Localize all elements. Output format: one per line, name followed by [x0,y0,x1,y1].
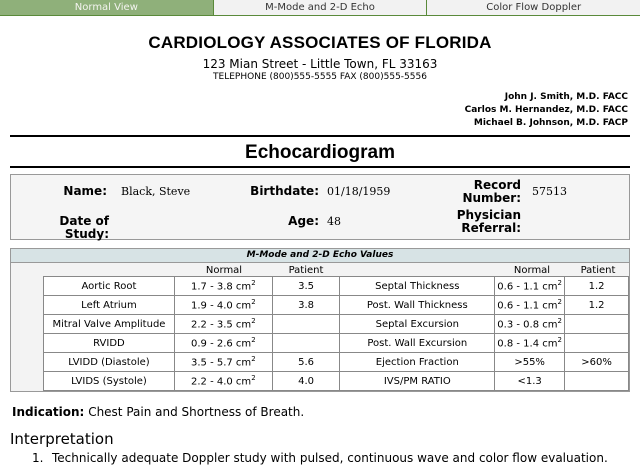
table-cell-r-name [340,372,495,391]
interpretation-heading: Interpretation [10,430,114,448]
physician-label-line: Referral: [461,221,521,235]
cell-text: Left Atrium [81,299,137,311]
table-cell-r-patient [565,315,629,334]
table-cell-l-normal [174,372,272,391]
cell-text: <1.3 [517,375,542,387]
cell-text: 1.2 [588,299,605,311]
patient-record-number: 57513 [532,185,567,198]
record-label-line: Number: [462,191,521,205]
table-cell-l-normal [174,315,272,334]
interpretation-item: Technically adequate Doppler study with pulsed, continuous wave and color flow evaluation. [52,451,608,465]
col-normal-header: Normal [205,265,243,276]
col-patient-header: Patient [288,265,324,276]
table-row [44,277,629,296]
table-cell-l-normal [174,277,272,296]
table-row [44,372,629,391]
table-cell-r-patient [565,372,629,391]
unit-exponent: 2 [557,336,562,345]
echo-values-table [43,276,629,391]
physician-label-line: Physician [456,208,521,222]
unit-exponent: 2 [557,279,562,288]
cell-text: Septal Thickness [375,280,460,292]
col-normal-header: Normal [513,265,551,276]
cell-text: 3.5 [298,280,315,292]
table-cell-l-name [44,296,175,315]
table-row [44,334,629,353]
table-cell-r-patient [565,277,629,296]
table-cell-l-name [44,334,175,353]
cell-text: 2.2 - 3.5 cm [190,319,252,331]
table-cell-r-patient [565,334,629,353]
table-cell-r-normal [495,334,565,353]
cell-text: RVIDD [93,337,125,349]
echo-values-title: M-Mode and 2-D Echo Values [11,249,629,263]
date-of-study-label: Date of Study: [59,214,109,241]
view-tabs [0,0,640,16]
table-cell-l-normal [174,353,272,372]
record-number-label [451,179,521,205]
echo-rows [44,277,629,391]
unit-exponent: 2 [557,317,562,326]
table-cell-l-patient [272,277,340,296]
birthdate-label: Birthdate: [250,184,319,198]
tab-color-flow-doppler[interactable]: Color Flow Doppler [427,0,640,15]
table-cell-r-name [340,353,495,372]
cell-text: 2.2 - 4.0 cm [190,376,252,388]
indication-label: Indication: [12,405,85,419]
cell-text: Septal Excursion [375,318,459,330]
table-cell-l-patient [272,315,340,334]
unit-exponent: 2 [251,317,256,326]
tab-normal-view[interactable]: Normal View [0,0,214,15]
table-cell-r-name [340,277,495,296]
table-cell-r-patient [565,296,629,315]
cell-text: Mitral Valve Amplitude [52,318,166,330]
table-cell-l-normal [174,296,272,315]
cell-text: LVIDD (Diastole) [68,356,150,368]
table-cell-r-normal [495,277,565,296]
table-cell-l-normal [174,334,272,353]
practice-name: CARDIOLOGY ASSOCIATES OF FLORIDA [148,33,492,52]
interpretation-item-number: 1. [32,451,44,465]
cell-text: 0.6 - 1.1 cm [497,300,558,312]
unit-exponent: 2 [251,279,256,288]
table-cell-r-normal [495,296,565,315]
cell-text: Ejection Fraction [375,356,459,368]
cell-text: >60% [581,356,612,368]
unit-exponent: 2 [557,298,562,307]
cell-text: 1.2 [588,280,605,292]
cell-text: >55% [514,356,545,368]
divider [10,166,630,168]
table-cell-r-normal [495,315,565,334]
physician-referral-label [441,209,521,235]
table-cell-r-name [340,315,495,334]
table-cell-l-patient [272,334,340,353]
cell-text: Post. Wall Excursion [367,337,468,349]
unit-exponent: 2 [251,298,256,307]
table-cell-l-name [44,372,175,391]
doctor-list [465,91,628,130]
col-patient-header: Patient [580,265,616,276]
indication [12,405,304,419]
table-cell-l-patient [272,353,340,372]
patient-birthdate: 01/18/1959 [327,185,391,198]
cell-text: Aortic Root [81,280,137,292]
cell-text: 5.6 [298,356,315,368]
table-cell-l-name [44,277,175,296]
table-row [44,315,629,334]
doctor-name: Michael B. Johnson, M.D. FACP [473,118,628,128]
table-cell-r-name [340,334,495,353]
patient-name: Black, Steve [121,185,191,198]
table-cell-l-name [44,353,175,372]
age-label: Age: [288,214,319,228]
table-cell-l-patient [272,296,340,315]
table-cell-l-name [44,315,175,334]
cell-text: 3.5 - 5.7 cm [190,357,252,369]
table-cell-r-name [340,296,495,315]
divider [10,135,630,137]
name-label: Name: [63,184,107,198]
cell-text: 0.8 - 1.4 cm [497,338,558,350]
cell-text: 3.8 [298,299,315,311]
cell-text: IVS/PM RATIO [383,375,451,387]
doctor-name: Carlos M. Hernandez, M.D. FACC [464,105,628,115]
unit-exponent: 2 [251,374,256,383]
cell-text: 0.3 - 0.8 cm [497,319,558,331]
cell-text: 0.9 - 2.6 cm [190,338,252,350]
cell-text: 4.0 [298,375,315,387]
table-cell-r-patient [565,353,629,372]
table-cell-r-normal [495,372,565,391]
table-cell-r-normal [495,353,565,372]
patient-age: 48 [327,215,341,228]
indication-text: Chest Pain and Shortness of Breath. [88,405,305,419]
cell-text: 1.9 - 4.0 cm [190,300,252,312]
table-row [44,353,629,372]
patient-info-panel [10,174,630,240]
report-title: Echocardiogram [245,142,395,163]
practice-address: 123 Mian Street - Little Town, FL 33163 [202,57,438,71]
tab-m-mode-2d-echo[interactable]: M-Mode and 2-D Echo [214,0,428,15]
cell-text: Post. Wall Thickness [366,299,468,311]
cell-text: 0.6 - 1.1 cm [497,281,558,293]
unit-exponent: 2 [251,336,256,345]
table-cell-l-patient [272,372,340,391]
doctor-name: John J. Smith, M.D. FACC [504,92,628,102]
echo-values-panel [10,248,630,392]
record-label-line: Record [473,178,521,192]
unit-exponent: 2 [251,355,256,364]
cell-text: 1.7 - 3.8 cm [190,281,252,293]
practice-phone: TELEPHONE (800)555-5555 FAX (800)555-5556 [213,72,427,82]
cell-text: LVIDS (Systole) [71,375,147,387]
table-row [44,296,629,315]
